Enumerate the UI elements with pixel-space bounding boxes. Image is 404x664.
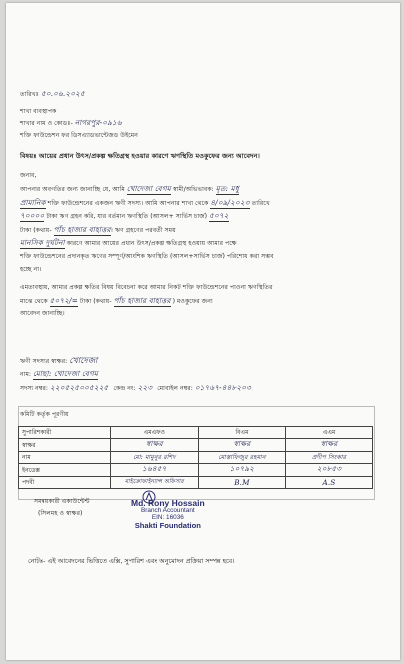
center-number: ২২৩ [137,383,153,392]
application-page [6,3,400,660]
table-header: এমএফও [110,427,198,439]
date-line [20,89,85,101]
branch-line [20,118,122,130]
row-label: পদবী [19,477,111,489]
table-cell: A.S [286,477,373,489]
table-cell: প্রদীপ সিংকার [286,452,373,464]
table-cell: মোস্তাফিজুর রহমান [198,452,285,464]
footer-note: নোটঃ- এই আবেদনের ভিত্তিতে এক্সি, সুপারিশ এবং অনুমোদন প্রক্রিয়া সম্পন্ন হবে। [28,557,235,565]
applicant-name-handwritten: খোদেজা বেগম [126,184,171,193]
applicant-signature: খোদেজা [69,356,98,365]
request-text: টাকা (কথায়- [79,297,112,305]
body-text: । ঋণ গ্রহণের পরবর্তী সময় [110,226,176,234]
request-text: মাঝে থেকে [20,297,48,305]
table-cell: B.M [198,477,285,489]
accountant-seal-label: (সিলমহ ও স্বাক্ষর) [38,510,83,517]
table-row [19,464,373,477]
outstanding-words-handwritten: পাঁচ হাজার বাহাত্তর [53,224,111,234]
table-cell: মাইক্রোফাইন্যান্স অফিসার [110,477,198,489]
table-row [19,439,373,452]
table-cell: মো: মামুনুর রশিদ [110,452,198,464]
applicant-ids-line [20,383,251,395]
waiver-amount-handwritten: ৫০৭২/= [49,295,78,305]
loan-amount-handwritten: ৭০০০০ [20,211,45,221]
stamp-org: Shakti Foundation [134,520,201,530]
applicant-name: মোছা: খোদেজা বেগম [32,369,99,378]
table-cell: স্বাক্ষর [286,439,373,452]
body-paragraph [20,183,390,276]
table-cell: ১০৭৯২ [198,464,285,477]
table-header: বিএম [198,427,285,439]
member-label: সদস্য নম্বর: [20,385,49,392]
reason-handwritten: মানসিক দুর্ঘটনা [20,238,65,248]
body-text: তারিখে [251,199,270,207]
body-text: আপনার অবগতির জন্য জানাচ্ছি যে, আমি [20,186,125,193]
subject-line: বিষয়ঃ আয়ের প্রধান উৎস/প্রকল্প ক্ষতিগ্রস্থ হওয়ার কারণে ঋণস্থিতি মওকুফের জন্য আবেদন। [20,152,260,160]
body-text: শক্তি ফাউন্ডেশনের একজন ঋণী সদস্য। আমি আপনার শাখা থেকে [47,199,209,207]
center-label: কেন্দ্র নং: [113,385,136,392]
table-row [19,427,373,439]
member-number: ২২০৫২৫০০৫২২৫ [49,383,109,392]
committee-title: কমিটি কর্তৃক পূরণীয় [20,411,69,418]
guardian-handwritten-cont: প্রামানিক [20,197,46,207]
committee-table [18,426,373,489]
waiver-words-handwritten: পাঁচ হাজার বাহাত্তর [113,295,171,305]
stamp-ein: EIN: 16036 [151,514,184,522]
table-cell: স্বাক্ষর [198,439,285,452]
signature-label: ঋণী সদস্যর স্বাক্ষর: [20,358,68,365]
body-text: টাকা (কথায়- [20,226,52,234]
applicant-name-line [20,369,98,381]
mobile-label: মোবাইল নম্বর: [157,385,193,392]
outstanding-handwritten: ৫০৭২ [209,211,229,221]
row-label: ইনডেক্স [19,464,111,477]
branch-value: নাগরপুর-০৯১৬ [74,118,122,127]
body-text: শক্তি ফাউন্ডেশনের প্রদানকৃত ঋণের সম্পূর্ণ/আংশিক ঋণস্থিতি (আসল+সার্ভিস চার্জ) পরিশোধ করা সম্ভব [20,252,274,260]
table-cell: স্বাক্ষর [110,439,198,452]
row-label: স্বাক্ষর [19,439,111,452]
accountant-title: সমন্বয়কারী একাউন্টেন্ট [34,498,90,505]
table-header: এএম [286,427,373,439]
table-cell: ২০৮৫৩ [286,464,373,477]
accountant-stamp [131,500,205,529]
body-text: স্বামী/অভিভাবক: [172,186,216,193]
recipient-line: শাখা ব্যবস্থাপক [20,108,57,115]
stamp-title: Branch Accountant [141,507,195,515]
organization-line: শক্তি ফাউন্ডেশন ফর ডিসএ্যাডভান্টেজড উইমেন [20,132,138,139]
body-text: কারণে আমার আয়ের প্রধান উৎস/প্রকল্প ক্ষতিগ্রস্থ হওয়ায় আমার পক্ষে [66,240,237,248]
request-text: ) মওকুফের জন্য [172,297,213,305]
salutation: জনাব, [20,172,37,179]
request-text: আবেদন জানাচ্ছি। [20,310,65,318]
applicant-signature-line [20,355,98,368]
table-cell: ১৬৪৫৭ [110,464,198,477]
request-text: এমতাবস্থায়, আমার প্রকল্প ক্ষতির বিষয় বিবেচনা করে আমার নিকট শক্তি ফাউন্ডেশনের পাওনা ঋণস্থিতির [20,284,273,291]
mobile-number: ০১৭৬৭-৪৪৮২০৩ [194,383,252,392]
row-label: নাম [19,452,111,464]
loan-date-handwritten: ৪/০৯/২০২৩ [210,197,250,207]
table-row [19,477,373,489]
table-header: সুপারিশকারী [19,427,111,439]
stamp-name: Md. Rony Hossain [131,498,205,508]
request-paragraph [20,282,390,321]
body-text: হচ্ছে না। [20,265,42,273]
guardian-handwritten: মৃত: মধু [215,184,240,193]
body-text: টাকা ঋণ গ্রহন করি, যার বর্তমান ঋণস্থিতি (আসল+ সার্ভিস চার্জ) [46,213,208,221]
table-row [19,452,373,464]
name-label: নাম: [20,371,32,378]
date-value: ৫০.০৬.২০২৫ [40,89,85,98]
branch-label: শাখার নাম ও কোডঃ- [20,120,73,127]
date-label: তারিখঃ [20,91,39,98]
